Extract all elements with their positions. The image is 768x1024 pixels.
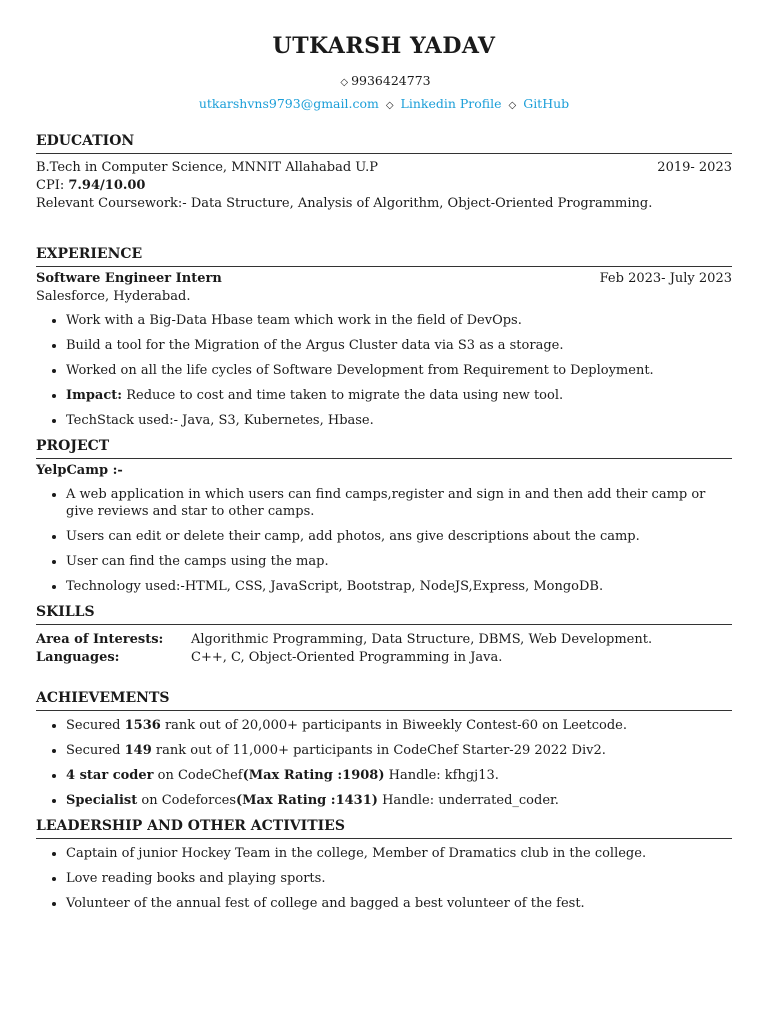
contact-phone-line [36, 70, 732, 93]
achievement-text: rank out of 11,000+ participants in CodeChef Starter-29 2022 Div2. [155, 743, 606, 758]
leadership-bullets [36, 845, 732, 912]
cpi-line [36, 177, 732, 195]
achievement-rating: (Max Rating :1431) [236, 793, 378, 808]
achievement-text: rank out of 20,000+ participants in Biweekly Contest-60 on Leetcode. [164, 718, 627, 733]
diamond-icon: ◇ [340, 77, 349, 88]
interests-value: Algorithmic Programming, Data Structure, DBMS, Web Development. [191, 632, 653, 647]
achievement-title: 4 star coder [66, 768, 154, 783]
achievement-rank: 149 [124, 743, 152, 758]
experience-section [36, 245, 732, 429]
languages-value: C++, C, Object-Oriented Programming in Java. [191, 650, 503, 665]
experience-row [36, 270, 732, 288]
achievements-bullets [36, 717, 732, 809]
list-item [66, 767, 732, 784]
list-item [66, 742, 732, 759]
leadership-section [36, 817, 732, 912]
section-heading: ACHIEVEMENTS [36, 689, 732, 711]
impact-label: Impact: [66, 388, 123, 403]
achievement-text: Secured [66, 718, 121, 733]
skills-grid [36, 631, 732, 667]
coursework-line: Relevant Coursework:- Data Structure, Analysis of Algorithm, Object-Oriented Programming. [36, 196, 653, 211]
resume-page [36, 30, 732, 920]
company-line: Salesforce, Hyderabad. [36, 289, 191, 304]
section-heading: PROJECT [36, 437, 732, 459]
list-item: • User can find the camps using the map. [66, 553, 732, 570]
candidate-name: UTKARSH YADAV [272, 33, 496, 59]
job-role: Software Engineer Intern [36, 271, 222, 286]
degree-text: B.Tech in Computer Science, MNNIT Allahabad U.P [36, 160, 378, 175]
list-item: • Captain of junior Hockey Team in the college, Member of Dramatics club in the college. [66, 845, 732, 862]
achievements-section [36, 689, 732, 809]
list-item: • A web application in which users can find camps,register and sign in and then add their camp or give reviews and star to other camps. [66, 486, 732, 520]
email-link[interactable]: utkarshvns9793@gmail.com [198, 96, 379, 111]
project-bullets [36, 486, 732, 595]
education-years: 2019- 2023 [657, 160, 732, 175]
list-item: • TechStack used:- Java, S3, Kubernetes, Hbase. [66, 412, 732, 429]
achievement-text: on CodeChef [157, 768, 243, 783]
list-item [66, 717, 732, 734]
interests-label: Area of Interests: [36, 632, 164, 647]
list-item: • Love reading books and playing sports. [66, 870, 732, 887]
education-row [36, 159, 732, 177]
section-heading: EDUCATION [36, 132, 732, 154]
list-item: • Worked on all the life cycles of Software Development from Requirement to Deployment. [66, 362, 732, 379]
impact-text: Reduce to cost and time taken to migrate the data using new tool. [126, 388, 564, 403]
achievement-text: on Codeforces [141, 793, 236, 808]
section-heading: EXPERIENCE [36, 245, 732, 267]
list-item: • Build a tool for the Migration of the Argus Cluster data via S3 as a storage. [66, 337, 732, 354]
linkedin-link[interactable]: Linkedin Profile [400, 96, 502, 111]
job-dates: Feb 2023- July 2023 [599, 271, 732, 286]
phone-number: 9936424773 [351, 73, 431, 88]
languages-label: Languages: [36, 650, 120, 665]
diamond-icon: ◇ [508, 100, 517, 111]
project-name: YelpCamp :- [36, 463, 123, 478]
section-heading: SKILLS [36, 603, 732, 625]
list-item: • Users can edit or delete their camp, add photos, ans give descriptions about the camp. [66, 528, 732, 545]
diamond-icon: ◇ [385, 100, 394, 111]
experience-bullets [36, 312, 732, 429]
list-item: • Technology used:-HTML, CSS, JavaScript, Bootstrap, NodeJS,Express, MongoDB. [66, 578, 732, 595]
achievement-handle: Handle: underrated_coder. [382, 793, 559, 808]
skills-section [36, 603, 732, 667]
cpi-label: CPI: [36, 178, 65, 193]
list-item: • Work with a Big-Data Hbase team which work in the field of DevOps. [66, 312, 732, 329]
achievement-text: Secured [66, 743, 121, 758]
achievement-handle: Handle: kfhgj13. [388, 768, 499, 783]
github-link[interactable]: GitHub [523, 96, 570, 111]
list-item: • Volunteer of the annual fest of college and bagged a best volunteer of the fest. [66, 895, 732, 912]
contact-links-line [36, 93, 732, 116]
achievement-rating: (Max Rating :1908) [242, 768, 385, 783]
education-section [36, 132, 732, 213]
cpi-value: 7.94/10.00 [68, 178, 146, 193]
achievement-title: Specialist [66, 793, 138, 808]
section-heading: LEADERSHIP AND OTHER ACTIVITIES [36, 817, 732, 839]
list-item [66, 387, 732, 404]
achievement-rank: 1536 [124, 718, 161, 733]
list-item [66, 792, 732, 809]
project-section [36, 437, 732, 595]
